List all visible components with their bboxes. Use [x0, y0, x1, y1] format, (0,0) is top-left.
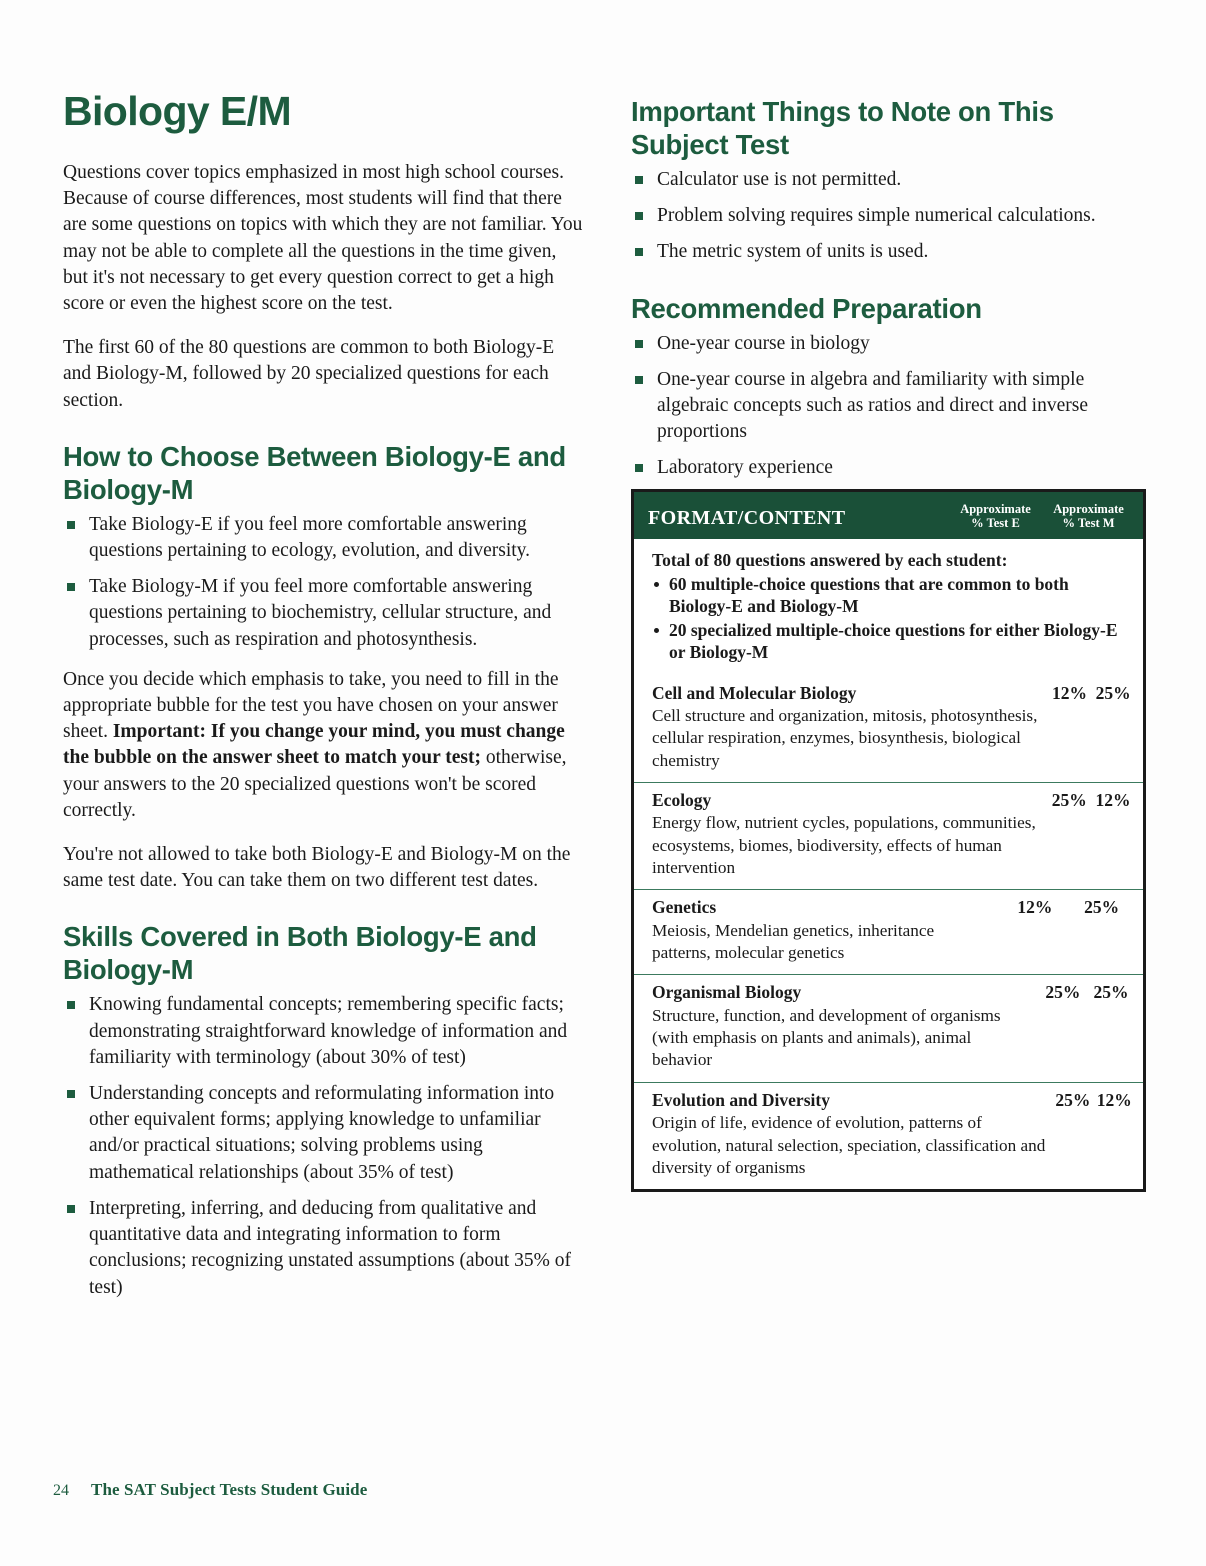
list-item-text: Knowing fundamental concepts; remembering specific facts; demonstrating straightforward knowledge of information and familiarity with terminology (about 30% of test)	[89, 994, 568, 1068]
list-item	[63, 512, 585, 564]
list-item-text: Laboratory experience	[657, 457, 833, 479]
table-row-pct-test-m: 25%	[1084, 897, 1120, 918]
col-m-line-1: Approximate	[1053, 502, 1124, 516]
table-row-content	[652, 789, 1047, 879]
table-row-pct-test-m: 25%	[1093, 982, 1129, 1003]
square-bullet-icon	[67, 1205, 75, 1213]
list-item-text: Interpreting, inferring, and deducing from qualitative and quantitative data and integrating information to form conclusions; recognizing unstated assumptions (about 35% of test)	[89, 1197, 571, 1298]
list-item	[631, 203, 1147, 229]
list-item-text: One-year course in algebra and familiarity with simple algebraic concepts such as ratios and direct and inverse proportions	[657, 368, 1088, 443]
format-content-table	[631, 489, 1146, 1192]
list-item	[652, 619, 1131, 664]
heading-important-things: Important Things to Note on This Subject Test	[631, 96, 1054, 160]
heading-skills-covered: Skills Covered in Both Biology-E and Biology-M	[63, 921, 537, 986]
table-row-content	[652, 682, 1048, 772]
table-header-col-test-m	[1042, 502, 1135, 530]
table-row-title: Organismal Biology	[652, 982, 802, 1003]
table-row-description: Structure, function, and development of organisms (with emphasis on plants and animals), animal behavior	[652, 1005, 1001, 1070]
table-header-row	[634, 492, 1143, 539]
square-bullet-icon	[635, 176, 643, 184]
table-row-pct-test-e: 12%	[1052, 682, 1088, 703]
square-bullet-icon	[635, 248, 643, 256]
list-item-text: Problem solving requires simple numerical calculations.	[657, 205, 1096, 227]
list-item-text: 20 specialized multiple-choice questions for either Biology-E or Biology-M	[669, 619, 1118, 662]
table-row-pct-test-m: 12%	[1096, 1089, 1132, 1110]
page-footer	[53, 1480, 367, 1500]
table-row	[634, 974, 1143, 1081]
table-row-description: Meiosis, Mendelian genetics, inheritance patterns, molecular genetics	[652, 920, 935, 963]
how-to-choose-bullet-list	[63, 512, 585, 653]
table-row	[634, 1082, 1143, 1189]
list-item	[652, 573, 1131, 618]
table-row-title: Evolution and Diversity	[652, 1089, 830, 1110]
list-item-text: Take Biology-M if you feel more comfortable answering questions pertaining to biochemistry, cellular structure, and processes, such as respiration and photosynthesis.	[89, 576, 552, 650]
table-intro-list	[652, 573, 1131, 664]
important-notes-bullet-list	[631, 167, 1147, 266]
list-item	[631, 239, 1147, 265]
col-m-line-2: % Test M	[1062, 516, 1115, 530]
round-bullet-icon	[654, 628, 659, 633]
list-item	[631, 167, 1147, 193]
col-e-line-2: % Test E	[971, 516, 1020, 530]
square-bullet-icon	[635, 212, 643, 220]
choose-paragraph-with-emphasis	[63, 667, 585, 824]
table-header-col-test-e	[949, 502, 1042, 530]
table-row-title: Ecology	[652, 789, 712, 810]
list-item-text: Understanding concepts and reformulating information into other equivalent forms; applying knowledge to unfamiliar and/or practical situations; solving problems using mathematical relationships (about 35% of test)	[89, 1083, 555, 1183]
table-row-title: Cell and Molecular Biology	[652, 682, 857, 703]
list-item	[63, 574, 585, 653]
list-item	[63, 1196, 585, 1301]
table-row-pct-test-e: 25%	[1051, 789, 1087, 810]
table-row-content	[652, 1089, 1052, 1179]
paragraph-lead-text: Once you decide which emphasis to take, you need to fill in the appropriate bubble for the test you have chosen on your answer sheet.	[63, 668, 559, 743]
table-row-pct-test-m: 25%	[1095, 682, 1131, 703]
table-row	[634, 676, 1143, 782]
table-header-title: FORMAT/CONTENT	[648, 507, 846, 529]
heading-recommended-preparation: Recommended Preparation	[631, 292, 982, 324]
table-row-pct-test-e: 25%	[1045, 982, 1081, 1003]
table-row-pct-test-m: 12%	[1095, 789, 1131, 810]
list-item-text: One-year course in biology	[657, 332, 870, 354]
square-bullet-icon	[67, 1090, 75, 1098]
list-item	[63, 992, 585, 1071]
paragraph-bold-warning: Important: If you change your mind, you must change the bubble on the answer sheet to match your test;	[63, 721, 565, 769]
heading-how-to-choose: How to Choose Between Biology-E and Biology-M	[63, 440, 566, 505]
list-item	[631, 455, 1147, 481]
square-bullet-icon	[635, 340, 643, 348]
table-row-content	[652, 896, 1002, 964]
table-row-pct-test-e: 12%	[1017, 897, 1053, 918]
intro-paragraph-2: The first 60 of the 80 questions are common to both Biology-E and Biology-M, followed by 20 specialized questions for each section.	[63, 337, 555, 411]
list-item	[63, 1081, 585, 1186]
square-bullet-icon	[67, 521, 75, 529]
table-row-description: Cell structure and organization, mitosis, photosynthesis, cellular respiration, enzymes, biosynthesis, biological chemistry	[652, 706, 1038, 770]
table-row	[634, 782, 1143, 889]
recommended-prep-bullet-list	[631, 331, 1147, 482]
square-bullet-icon	[635, 376, 643, 384]
choose-paragraph-3: You're not allowed to take both Biology-E and Biology-M on the same test date. You can take them on two different test dates.	[63, 844, 571, 892]
list-item-text: 60 multiple-choice questions that are common to both Biology-E and Biology-M	[669, 573, 1069, 616]
left-column	[63, 88, 585, 1315]
square-bullet-icon	[67, 583, 75, 591]
table-row-title: Genetics	[652, 897, 717, 918]
col-e-line-1: Approximate	[960, 502, 1031, 516]
table-intro-block	[634, 539, 1143, 676]
paragraph-trailing-text: otherwise, your answers to the 20 specialized questions won't be scored correctly.	[63, 747, 567, 821]
table-row-content	[652, 981, 1039, 1071]
list-item	[631, 331, 1147, 357]
table-row-pct-test-e: 25%	[1055, 1089, 1091, 1110]
intro-paragraph-1: Questions cover topics emphasized in most high school courses. Because of course differences, most students will find that there are some questions on topics with which they are not familiar. You may not be able to complete all the questions in the time given, but it's not necessary to get every question correct to get a high score or even the highest score on the test.	[63, 162, 583, 315]
skills-bullet-list	[63, 992, 585, 1300]
footer-guide-title: The SAT Subject Tests Student Guide	[91, 1480, 368, 1499]
table-row	[634, 889, 1143, 974]
right-column	[631, 95, 1147, 496]
list-item	[631, 367, 1147, 446]
list-item-text: Take Biology-E if you feel more comfortable answering questions pertaining to ecology, evolution, and diversity.	[89, 513, 531, 562]
list-item-text: Calculator use is not permitted.	[657, 169, 902, 190]
square-bullet-icon	[635, 464, 643, 472]
table-row-description: Energy flow, nutrient cycles, populations, communities, ecosystems, biomes, biodiversity, effects of human intervention	[652, 813, 1036, 877]
square-bullet-icon	[67, 1001, 75, 1009]
list-item-text: The metric system of units is used.	[657, 241, 929, 263]
footer-page-number: 24	[53, 1482, 69, 1499]
table-row-description: Origin of life, evidence of evolution, patterns of evolution, natural selection, speciation, classification and diversity of organisms	[652, 1113, 1046, 1177]
table-intro-lead: Total of 80 questions answered by each student:	[652, 550, 1008, 570]
round-bullet-icon	[654, 582, 659, 587]
page-title: Biology E/M	[63, 88, 292, 134]
